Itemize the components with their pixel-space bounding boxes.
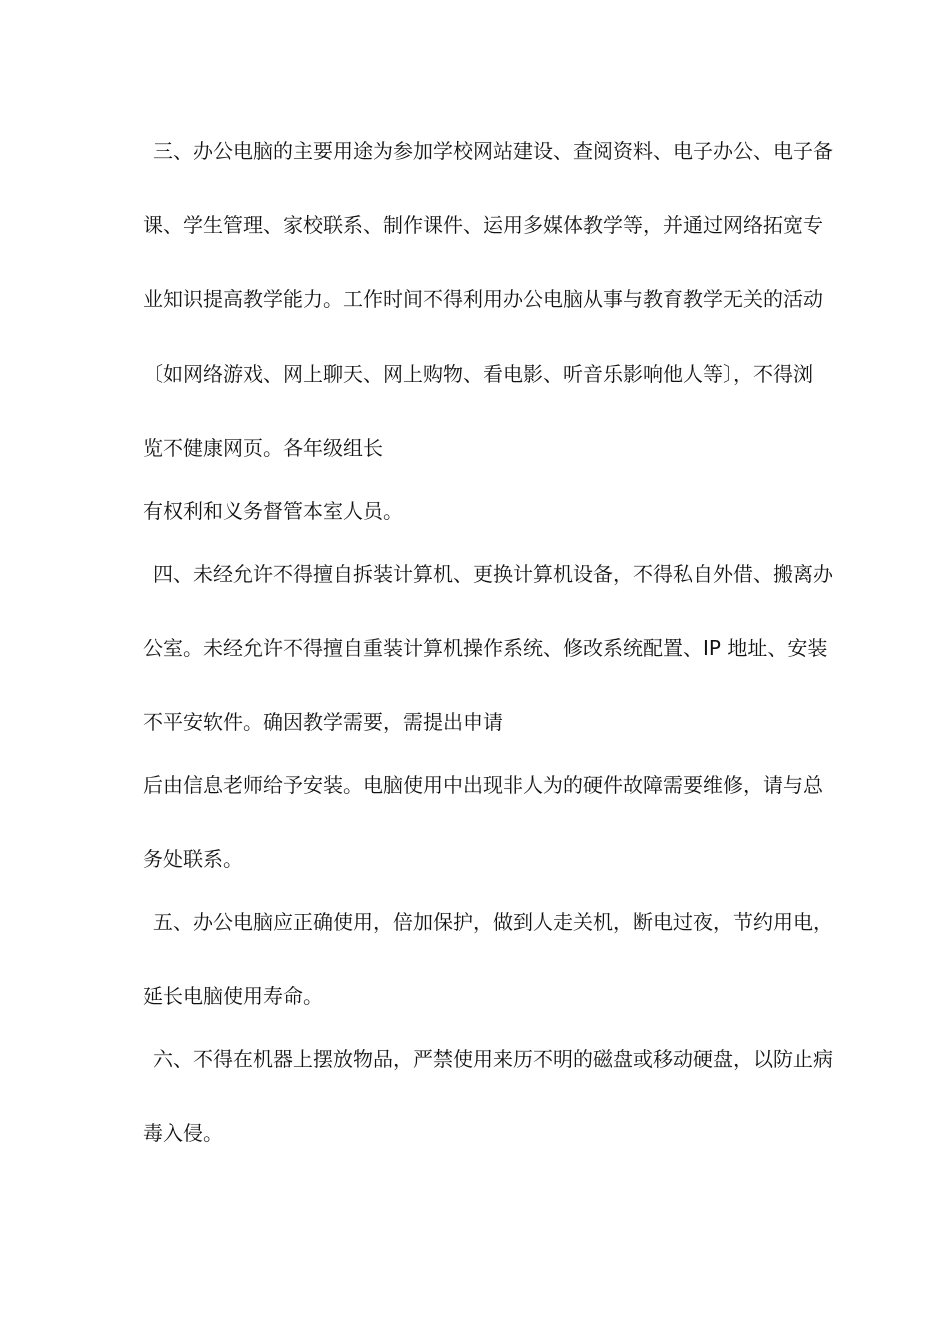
paragraph-3-line-3: 业知识提高教学能力。工作时间不得利用办公电脑从事与教育教学无关的活动 [143, 287, 823, 311]
paragraph-4-line-5: 务处联系。 [143, 847, 243, 871]
paragraph-3-line-6: 有权利和义务督管本室人员。 [143, 499, 403, 523]
paragraph-4-line-2: 公室。未经允许不得擅自重装计算机操作系统、修改系统配置、IP 地址、安装 [143, 636, 828, 660]
paragraph-5-line-2: 延长电脑使用寿命。 [143, 984, 323, 1008]
paragraph-6-line-2: 毒入侵。 [143, 1121, 223, 1145]
paragraph-3-line-4: 〔如网络游戏、网上聊天、网上购物、看电影、听音乐影响他人等〕，不得浏 [143, 362, 813, 386]
paragraph-3-line-1: 三、办公电脑的主要用途为参加学校网站建设、查阅资料、电子办公、电子备 [153, 139, 833, 163]
paragraph-4-line-1: 四、未经允许不得擅自拆装计算机、更换计算机设备，不得私自外借、搬离办 [153, 562, 833, 586]
paragraph-5-line-1: 五、办公电脑应正确使用，倍加保护，做到人走关机，断电过夜，节约用电， [153, 910, 833, 934]
paragraph-4-line-3: 不平安软件。确因教学需要，需提出申请 [143, 710, 503, 734]
paragraph-3-line-5: 览不健康网页。各年级组长 [143, 436, 383, 460]
paragraph-3-line-2: 课、学生管理、家校联系、制作课件、运用多媒体教学等，并通过网络拓宽专 [143, 213, 823, 237]
paragraph-6-line-1: 六、不得在机器上摆放物品，严禁使用来历不明的磁盘或移动硬盘，以防止病 [153, 1047, 833, 1071]
paragraph-4-line-4: 后由信息老师给予安装。电脑使用中出现非人为的硬件故障需要维修，请与总 [143, 773, 823, 797]
